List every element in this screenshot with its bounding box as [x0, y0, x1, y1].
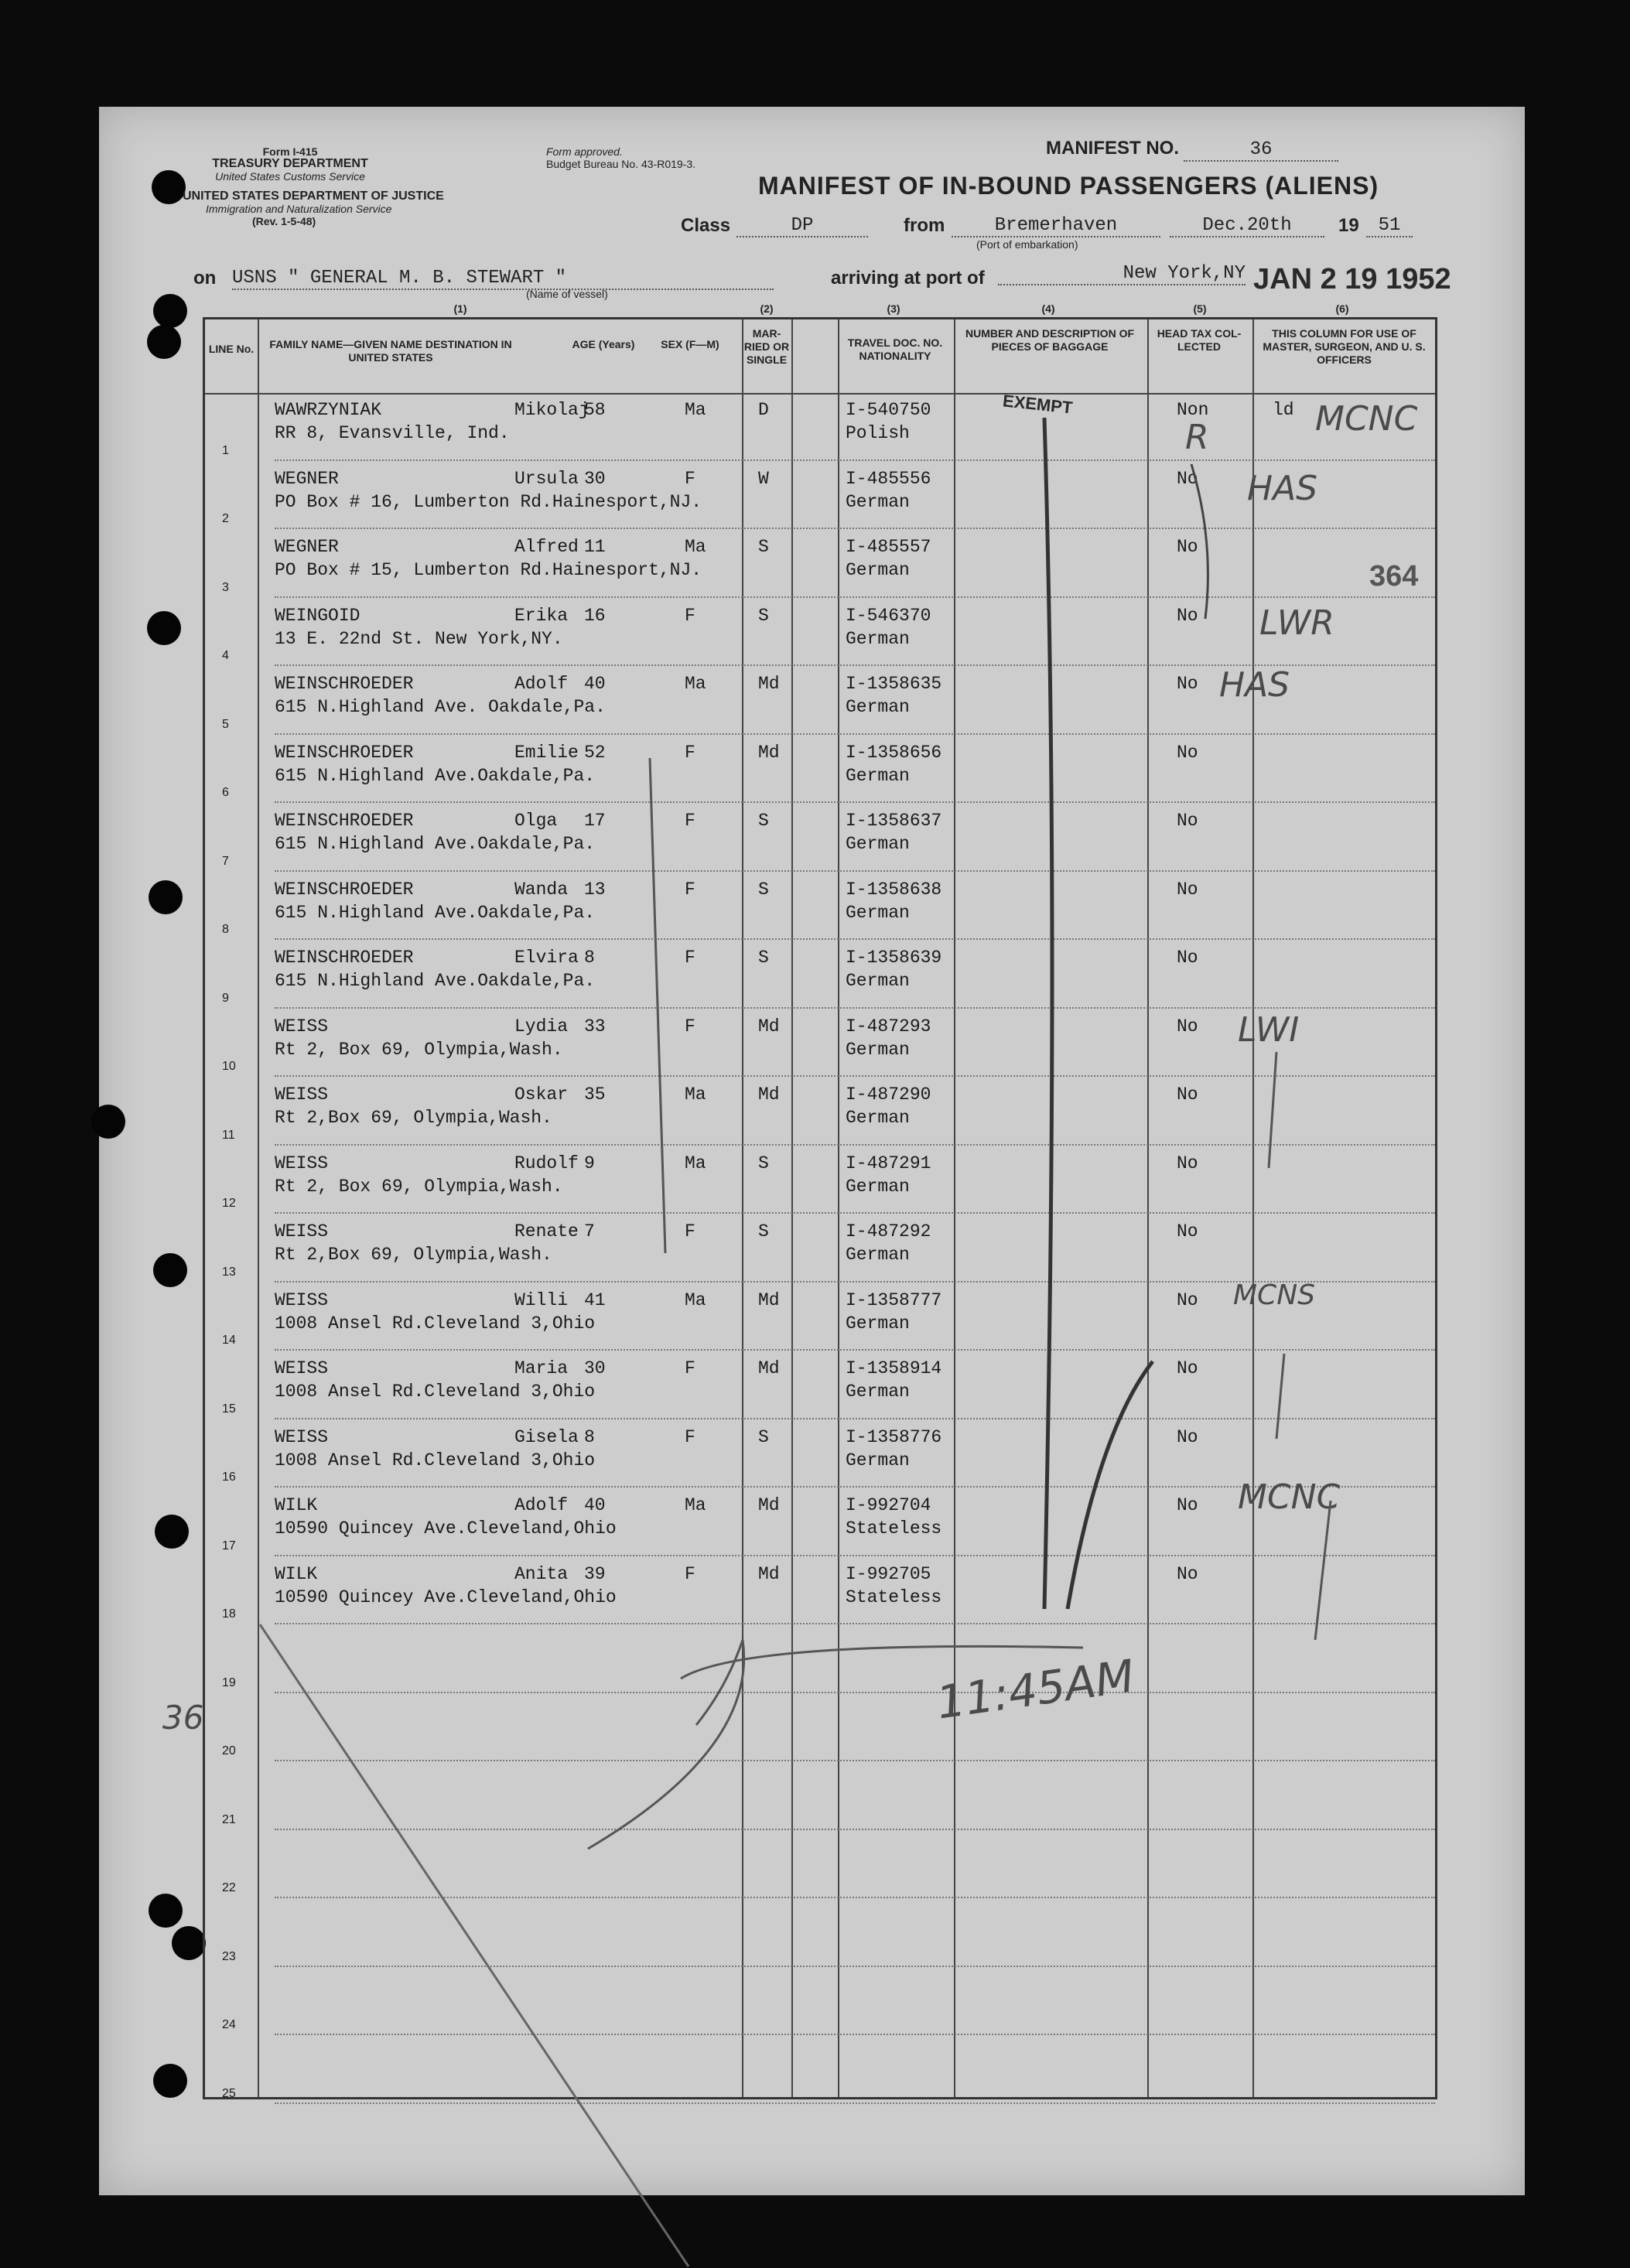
passenger-table — [203, 302, 1437, 2100]
marital-status: S — [758, 811, 769, 831]
given-name: Rudolf — [514, 1153, 579, 1173]
line-number: 5 — [222, 717, 229, 731]
family-name: WEISS — [275, 1289, 329, 1310]
nationality: German — [846, 1313, 910, 1334]
nationality: German — [846, 834, 910, 854]
table-row — [205, 1900, 1435, 1969]
table-row — [205, 1352, 1435, 1421]
given-name: Oskar — [514, 1084, 569, 1105]
age: 39 — [584, 1563, 606, 1584]
family-name: WEINSCHROEDER — [275, 674, 414, 694]
age: 13 — [584, 879, 606, 900]
punch-hole — [172, 1926, 206, 1960]
line-number: 22 — [222, 1881, 236, 1894]
given-name: Ursula — [514, 468, 579, 489]
head-tax: No — [1177, 1495, 1198, 1515]
col-travel: TRAVEL DOC. NO. NATIONALITY — [847, 336, 943, 362]
table-row — [205, 1832, 1435, 1901]
head-tax: No — [1177, 1426, 1198, 1447]
row-rule — [275, 2102, 1435, 2104]
head-tax: No — [1177, 537, 1198, 557]
age: 33 — [584, 1016, 606, 1037]
age: 40 — [584, 1495, 606, 1515]
row-rule — [275, 2034, 1435, 2035]
table-row — [205, 394, 1435, 463]
justice-dept: UNITED STATES DEPARTMENT OF JUSTICE — [183, 190, 444, 203]
travel-doc-number: I-546370 — [846, 605, 931, 626]
given-name: Wanda — [514, 879, 569, 900]
line-number: 9 — [222, 991, 229, 1005]
row-rule — [275, 596, 1435, 598]
travel-doc-number: I-485557 — [846, 537, 931, 557]
row-rule — [275, 938, 1435, 940]
punch-hole — [153, 2064, 187, 2098]
line-number: 11 — [222, 1128, 235, 1142]
head-tax: No — [1177, 948, 1198, 968]
line-number: 19 — [222, 1675, 236, 1689]
line-number: 6 — [222, 786, 229, 799]
marital-status: S — [758, 605, 769, 626]
sex: Ma — [685, 400, 706, 420]
table-row — [205, 1626, 1435, 1695]
class-value: DP — [736, 215, 868, 237]
nationality: German — [846, 1176, 910, 1197]
line-number: 12 — [222, 1197, 236, 1210]
line-number: 13 — [222, 1265, 236, 1279]
col-tax: HEAD TAX COL-LECTED — [1157, 327, 1242, 353]
vessel-note: (Name of vessel) — [526, 288, 608, 300]
travel-doc-number: I-487292 — [846, 1221, 931, 1242]
sex: F — [685, 1016, 695, 1037]
nationality: German — [846, 491, 910, 512]
punch-hole — [153, 1253, 187, 1287]
line-number: 4 — [222, 649, 229, 662]
marital-status: S — [758, 948, 769, 968]
table-row — [205, 1763, 1435, 1832]
row-rule — [275, 1418, 1435, 1419]
marital-status: S — [758, 1221, 769, 1242]
destination: Rt 2, Box 69, Olympia,Wash. — [275, 1176, 563, 1197]
hand-code: 364 — [1369, 560, 1419, 593]
head-tax: No — [1177, 742, 1198, 763]
given-name: Elvira — [514, 948, 579, 968]
ins-service: Immigration and Naturalization Service — [206, 203, 392, 215]
line-number: 3 — [222, 580, 229, 594]
travel-doc-number: I-487291 — [846, 1153, 931, 1173]
sex: Ma — [685, 1495, 706, 1515]
punch-hole — [147, 325, 181, 359]
destination: 615 N.Highland Ave. Oakdale,Pa. — [275, 697, 606, 717]
head-tax: No — [1177, 468, 1198, 489]
destination: Rt 2, Box 69, Olympia,Wash. — [275, 1039, 563, 1060]
punch-hole — [153, 294, 187, 328]
given-name: Anita — [514, 1563, 569, 1584]
sex: F — [685, 605, 695, 626]
punch-hole — [152, 170, 186, 204]
travel-doc-number: I-1358638 — [846, 879, 942, 900]
head-tax: No — [1177, 811, 1198, 831]
head-tax: No — [1177, 1016, 1198, 1037]
destination: 615 N.Highland Ave.Oakdale,Pa. — [275, 834, 596, 854]
nationality: German — [846, 560, 910, 580]
row-rule — [275, 1349, 1435, 1351]
line-number: 18 — [222, 1607, 236, 1621]
nationality: German — [846, 1450, 910, 1470]
nationality: German — [846, 628, 910, 649]
destination: 13 E. 22nd St. New York,NY. — [275, 628, 563, 649]
col-num-3: (3) — [887, 302, 900, 315]
embarkation-port: Bremerhaven — [952, 215, 1160, 237]
line-number: 21 — [222, 1812, 236, 1826]
col-num-6: (6) — [1335, 302, 1349, 315]
nationality: German — [846, 1245, 910, 1265]
destination: RR 8, Evansville, Ind. — [275, 423, 510, 443]
given-name: Gisela — [514, 1426, 579, 1447]
nationality: German — [846, 971, 910, 991]
table-row — [205, 531, 1435, 599]
nationality: German — [846, 697, 910, 717]
age: 30 — [584, 1358, 606, 1378]
marital-status: Md — [758, 674, 780, 694]
year-prefix: 19 — [1338, 215, 1359, 236]
treasury-dept: TREASURY DEPARTMENT — [212, 157, 368, 170]
from-label: from — [904, 215, 945, 236]
age: 16 — [584, 605, 606, 626]
age: 41 — [584, 1289, 606, 1310]
sex: F — [685, 742, 695, 763]
destination: 1008 Ansel Rd.Cleveland 3,Ohio — [275, 1382, 596, 1402]
marital-status: S — [758, 1153, 769, 1173]
head-tax: No — [1177, 1289, 1198, 1310]
family-name: WEISS — [275, 1016, 329, 1037]
row-rule — [275, 1623, 1435, 1624]
col-num-1: (1) — [453, 302, 467, 315]
family-name: WILK — [275, 1563, 318, 1584]
row-rule — [275, 1897, 1435, 1898]
approval-block — [546, 145, 747, 170]
row-rule — [275, 1007, 1435, 1009]
exempt-stamp: EXEMPT — [1001, 391, 1074, 418]
travel-doc-number: I-1358639 — [846, 948, 942, 968]
row-rule — [275, 1212, 1435, 1214]
hand-has-1: HAS — [1247, 469, 1318, 508]
punch-hole — [149, 1894, 183, 1928]
marital-status: Md — [758, 1358, 780, 1378]
age: 35 — [584, 1084, 606, 1105]
on-label: on — [193, 268, 217, 289]
row-rule — [275, 528, 1435, 529]
destination: 615 N.Highland Ave.Oakdale,Pa. — [275, 765, 596, 786]
age: 30 — [584, 468, 606, 489]
line-number: 10 — [222, 1060, 236, 1073]
embarkation-note: (Port of embarkation) — [976, 238, 1078, 251]
form-number: Form I-415 — [262, 145, 318, 158]
line-number: 17 — [222, 1539, 236, 1552]
head-tax: No — [1177, 1563, 1198, 1584]
customs-service: United States Customs Service — [215, 170, 365, 183]
given-name: Maria — [514, 1358, 569, 1378]
age: 11 — [584, 537, 606, 557]
line-number: 25 — [222, 2086, 236, 2100]
age: 52 — [584, 742, 606, 763]
revision: (Rev. 1-5-48) — [252, 215, 316, 227]
family-name: WEINSCHROEDER — [275, 879, 414, 900]
form-info-block — [193, 145, 387, 183]
sex: Ma — [685, 1153, 706, 1173]
destination: Rt 2,Box 69, Olympia,Wash. — [275, 1108, 552, 1128]
class-label: Class — [681, 215, 731, 236]
family-name: WEINSCHROEDER — [275, 811, 414, 831]
col-num-4: (4) — [1041, 302, 1055, 315]
nationality: German — [846, 1039, 910, 1060]
hand-margin-36: 36 — [162, 1699, 204, 1737]
manifest-no-label: MANIFEST NO. — [1046, 138, 1179, 159]
table-row — [205, 804, 1435, 873]
age: 8 — [584, 1426, 595, 1447]
punch-hole — [155, 1515, 189, 1549]
form-approved: Form approved. — [546, 145, 623, 158]
table-row — [205, 873, 1435, 942]
nationality: Polish — [846, 423, 910, 443]
row-rule — [275, 1966, 1435, 1967]
marital-status: W — [758, 468, 769, 489]
row-rule — [275, 1555, 1435, 1556]
row-rule — [275, 1829, 1435, 1830]
col-officers: THIS COLUMN FOR USE OF MASTER, SURGEON, AND U. S. OFFICERS — [1263, 327, 1426, 366]
table-row — [205, 1558, 1435, 1627]
row-rule — [275, 733, 1435, 735]
row-rule — [275, 801, 1435, 803]
nationality: Stateless — [846, 1518, 942, 1539]
hand-lwr: LWR — [1259, 603, 1334, 643]
nationality: German — [846, 1382, 910, 1402]
given-name: Emilie — [514, 742, 579, 763]
arriving-label: arriving at port of — [831, 268, 985, 289]
marital-status: Md — [758, 1495, 780, 1515]
table-row — [205, 2037, 1435, 2106]
row-rule — [275, 870, 1435, 872]
departure-year: 51 — [1366, 215, 1413, 237]
head-tax: No — [1177, 605, 1198, 626]
travel-doc-number: I-992705 — [846, 1563, 931, 1584]
family-name: WEISS — [275, 1221, 329, 1242]
head-tax: No — [1177, 1358, 1198, 1378]
family-name: WEGNER — [275, 537, 339, 557]
given-name: Renate — [514, 1221, 579, 1242]
travel-doc-number: I-487290 — [846, 1084, 931, 1105]
family-name: WEISS — [275, 1084, 329, 1105]
family-name: WILK — [275, 1495, 318, 1515]
family-name: WEGNER — [275, 468, 339, 489]
sex: Ma — [685, 674, 706, 694]
sex: Ma — [685, 1289, 706, 1310]
family-name: WEISS — [275, 1358, 329, 1378]
budget-bureau: Budget Bureau No. 43-R019-3. — [546, 158, 696, 170]
line-number: 24 — [222, 2018, 236, 2031]
family-name: WEISS — [275, 1426, 329, 1447]
marital-status: S — [758, 537, 769, 557]
hand-mcnc-1: MCNC — [1315, 399, 1418, 439]
manifest-title: MANIFEST OF IN-BOUND PASSENGERS (ALIENS) — [758, 172, 1379, 200]
table-row — [205, 599, 1435, 668]
age: 9 — [584, 1153, 595, 1173]
destination: Rt 2,Box 69, Olympia,Wash. — [275, 1245, 552, 1265]
manifest-no-value: 36 — [1184, 139, 1338, 162]
table-row — [205, 1147, 1435, 1216]
nationality: German — [846, 902, 910, 923]
travel-doc-number: I-485556 — [846, 468, 931, 489]
age: 40 — [584, 674, 606, 694]
line-number: 7 — [222, 854, 229, 868]
punch-hole — [147, 611, 181, 645]
col-name: FAMILY NAME—GIVEN NAME DESTINATION IN UNITED STATES — [269, 338, 512, 364]
destination: 10590 Quincey Ave.Cleveland,Ohio — [275, 1518, 617, 1539]
vessel-name: USNS " GENERAL M. B. STEWART " — [232, 268, 774, 290]
punch-hole — [149, 880, 183, 914]
travel-doc-number: I-1358656 — [846, 742, 942, 763]
travel-doc-number: I-540750 — [846, 400, 931, 420]
age: 7 — [584, 1221, 595, 1242]
head-tax: Non — [1177, 400, 1209, 420]
family-name: WEINSCHROEDER — [275, 948, 414, 968]
row-rule — [275, 1144, 1435, 1146]
col-num-2: (2) — [760, 302, 774, 315]
destination: 615 N.Highland Ave.Oakdale,Pa. — [275, 902, 596, 923]
destination: 1008 Ansel Rd.Cleveland 3,Ohio — [275, 1313, 596, 1334]
col-married: MAR-RIED OR SINGLE — [743, 327, 790, 366]
marital-status: S — [758, 1426, 769, 1447]
age: 8 — [584, 948, 595, 968]
line-number: 1 — [222, 443, 229, 457]
sex: F — [685, 1358, 695, 1378]
sex: F — [685, 948, 695, 968]
line-number: 15 — [222, 1402, 236, 1416]
given-name: Erika — [514, 605, 569, 626]
officer-note: ld — [1273, 400, 1294, 420]
family-name: WEINGOID — [275, 605, 361, 626]
justice-block — [183, 190, 538, 227]
marital-status: Md — [758, 1563, 780, 1584]
table-row — [205, 941, 1435, 1010]
table-row — [205, 1215, 1435, 1284]
col-age: AGE (Years) — [572, 338, 635, 350]
head-tax: No — [1177, 1153, 1198, 1173]
travel-doc-number: I-1358914 — [846, 1358, 942, 1378]
row-rule — [275, 1692, 1435, 1693]
arrival-port: New York,NY — [998, 263, 1246, 285]
row-rule — [275, 1075, 1435, 1077]
given-name: Lydia — [514, 1016, 569, 1037]
hand-has-2: HAS — [1219, 665, 1290, 705]
head-tax: No — [1177, 879, 1198, 900]
family-name: WAWRZYNIAK — [275, 400, 382, 420]
hand-mcns: MCNS — [1233, 1279, 1315, 1311]
row-rule — [275, 459, 1435, 461]
sex: F — [685, 879, 695, 900]
sex: Ma — [685, 1084, 706, 1105]
marital-status: Md — [758, 1289, 780, 1310]
travel-doc-number: I-992704 — [846, 1495, 931, 1515]
col-baggage: NUMBER AND DESCRIPTION OF PIECES OF BAGGAGE — [965, 327, 1135, 353]
table-row — [205, 1078, 1435, 1147]
head-tax: No — [1177, 1221, 1198, 1242]
col-num-5: (5) — [1193, 302, 1207, 315]
arrival-date-stamp: JAN 2 19 1952 — [1253, 263, 1451, 295]
given-name: Adolf — [514, 1495, 569, 1515]
head-tax: No — [1177, 674, 1198, 694]
marital-status: S — [758, 879, 769, 900]
sex: F — [685, 1221, 695, 1242]
marital-status: Md — [758, 742, 780, 763]
given-name: Alfred — [514, 537, 579, 557]
marital-status: Md — [758, 1084, 780, 1105]
hand-r: R — [1185, 418, 1209, 457]
nationality: Stateless — [846, 1587, 942, 1607]
line-number: 14 — [222, 1334, 236, 1347]
age: 17 — [584, 811, 606, 831]
line-number: 2 — [222, 512, 229, 525]
destination: PO Box # 15, Lumberton Rd.Hainesport,NJ. — [275, 560, 702, 580]
marital-status: D — [758, 400, 769, 420]
nationality: German — [846, 765, 910, 786]
punch-hole — [91, 1105, 125, 1139]
row-rule — [275, 1760, 1435, 1761]
hand-time: 11:45AM — [933, 1649, 1138, 1730]
age: 58 — [584, 400, 606, 420]
travel-doc-number: I-487293 — [846, 1016, 931, 1037]
departure-date: Dec.20th — [1170, 215, 1324, 237]
nationality: German — [846, 1108, 910, 1128]
destination: 10590 Quincey Ave.Cleveland,Ohio — [275, 1587, 617, 1607]
table-row — [205, 1969, 1435, 2037]
travel-doc-number: I-1358777 — [846, 1289, 942, 1310]
marital-status: Md — [758, 1016, 780, 1037]
col-line: LINE No. — [208, 343, 255, 355]
line-number: 20 — [222, 1744, 236, 1757]
hand-lwi: LWI — [1238, 1010, 1300, 1050]
given-name: Mikolaj — [514, 400, 589, 420]
travel-doc-number: I-1358635 — [846, 674, 942, 694]
destination: 615 N.Highland Ave.Oakdale,Pa. — [275, 971, 596, 991]
destination: 1008 Ansel Rd.Cleveland 3,Ohio — [275, 1450, 596, 1470]
head-tax: No — [1177, 1084, 1198, 1105]
hand-mcnc-2: MCNC — [1238, 1477, 1341, 1517]
sex: Ma — [685, 537, 706, 557]
given-name: Adolf — [514, 674, 569, 694]
family-name: WEISS — [275, 1153, 329, 1173]
col-sex: SEX (F—M) — [661, 338, 719, 350]
destination: PO Box # 16, Lumberton Rd.Hainesport,NJ. — [275, 491, 702, 512]
line-number: 8 — [222, 923, 229, 936]
sex: F — [685, 1426, 695, 1447]
given-name: Willi — [514, 1289, 569, 1310]
travel-doc-number: I-1358776 — [846, 1426, 942, 1447]
travel-doc-number: I-1358637 — [846, 811, 942, 831]
line-number: 16 — [222, 1470, 236, 1484]
table-row — [205, 736, 1435, 805]
line-number: 23 — [222, 1949, 236, 1963]
given-name: Olga — [514, 811, 558, 831]
sex: F — [685, 811, 695, 831]
table-row — [205, 1695, 1435, 1764]
sex: F — [685, 1563, 695, 1584]
family-name: WEINSCHROEDER — [275, 742, 414, 763]
sex: F — [685, 468, 695, 489]
